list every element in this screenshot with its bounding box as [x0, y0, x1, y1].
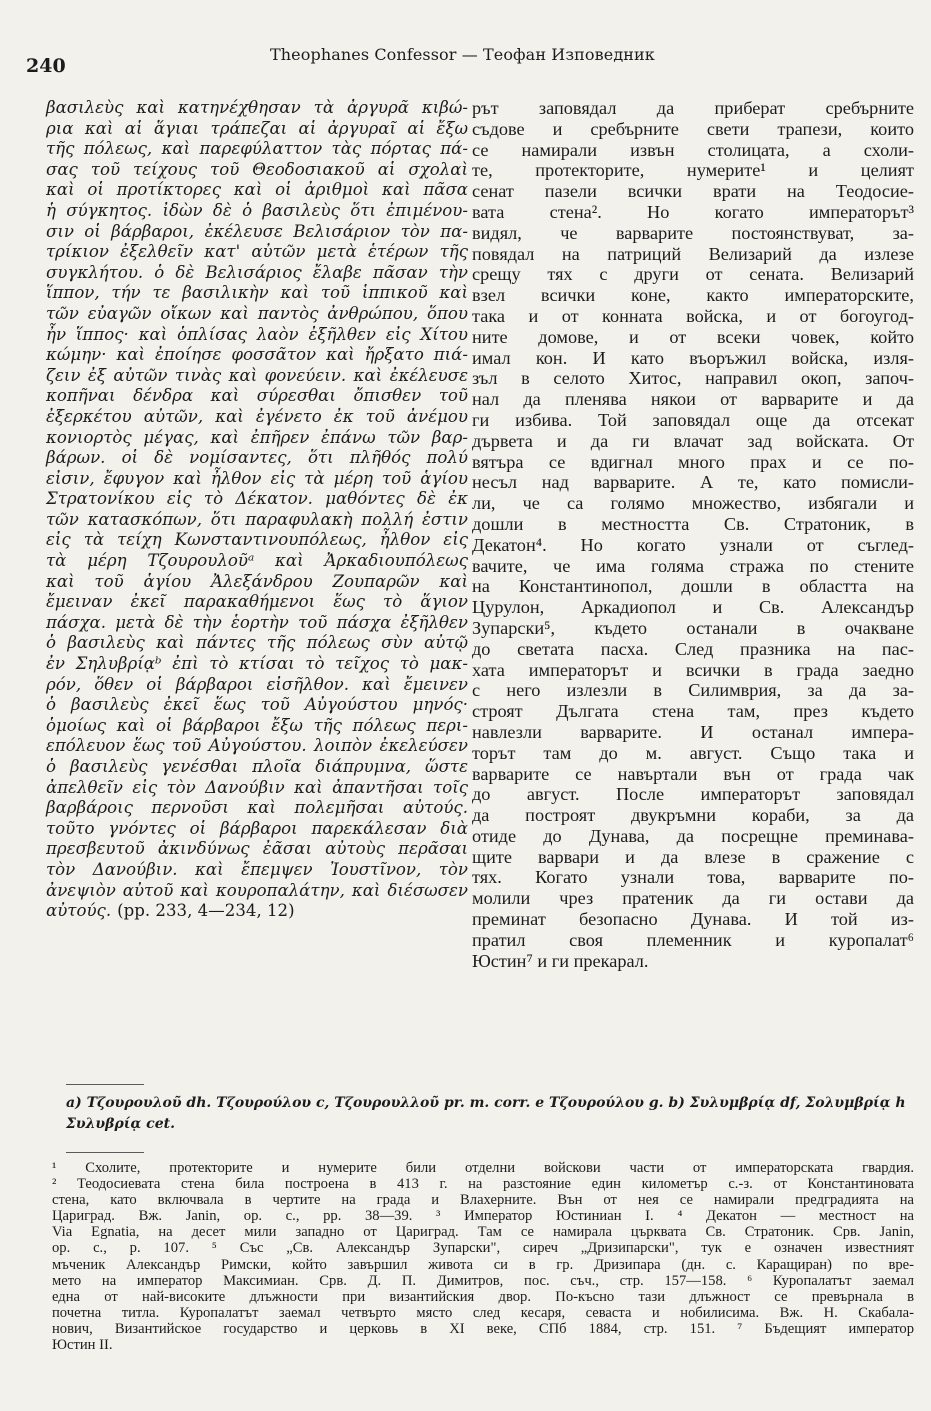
greek-text-line: ἀπελθεῖν εἰς τὸν Δανούβιν καὶ ἀπαντῆσαι τοῖς — [46, 777, 468, 797]
apparatus-line: a) Τζουρουλοῦ dh. Τζουρούλου c, Τζουρουλλοῦ pr. m. corr. e Τζουρούλου g. b) Συλυμβρίᾳ df, Σολυμβρίᾳ h — [66, 1095, 906, 1111]
greek-text-line: σας τοῦ τείχους τοῦ Θεοδοσιακοῦ αἱ σχολαὶ — [46, 159, 468, 179]
greek-text-line: ρόν, ὅθεν οἱ βάρβαροι εἰσῆλθον. καὶ ἔμεινεν — [46, 674, 468, 694]
translation-line: дошли в местността Св. Стратоник, в — [472, 513, 914, 534]
translation-line: на Константинопол, дошли в областта на — [472, 576, 914, 597]
greek-text-line: καὶ τοῦ ἁγίου Ἀλεξάνδρου Ζουπαρῶν καὶ — [46, 571, 468, 591]
translation-line: пратил своя племенник и куропалат⁶ — [472, 929, 914, 950]
critical-apparatus — [66, 1093, 912, 1134]
translation-line: навлезли варварите. И останал импера- — [472, 721, 914, 742]
translation-line: дървета и да ги влачат зад войската. От — [472, 430, 914, 451]
footnote-line: нович, Византийское государство и церковь в XI веке, СПб 1884, стр. 151. ⁷ Бъдещият император — [52, 1320, 914, 1337]
greek-text-line: συγκλήτου. ὁ δὲ Βελισάριος ἔλαβε πᾶσαν τὴν — [46, 262, 468, 282]
greek-text-line: ἀνεψιὸν αὐτοῦ καὶ κουροπαλάτην, καὶ διέσωσεν — [46, 880, 468, 900]
greek-text-line: βάρων. οἱ δὲ νομίσαντες, ὅτι πλῆθός πολύ — [46, 448, 468, 468]
translation-line: ли, че са голямо множество, избягали и — [472, 493, 914, 514]
translation-line: нал да пленява някои от варварите и да — [472, 389, 914, 410]
greek-text-column — [46, 98, 468, 922]
translation-line: срещу тях с други от сената. Велизарий — [472, 264, 914, 285]
greek-text-line: πάσχα. μετὰ δὲ τὴν ἑορτὴν τοῦ πάσχα ἐξῆλθεν — [46, 612, 468, 632]
greek-text-line: ἦν ἵππος· καὶ ὁπλίσας λαὸν ἐξῆλθεν εἰς Χίτου — [46, 324, 468, 344]
footnote-line: Via Egnatia, на десет мили западно от Цариград. Там се намирала църквата Св. Стратоник. Срв. Janin, — [52, 1224, 914, 1241]
greek-text-line: αὐτούς. — [46, 901, 112, 921]
greek-text-line: ἔμειναν ἐκεῖ παρακαθήμενοι ἕως τὸ ἅγιον — [46, 592, 468, 612]
greek-text-line: ἐξερκέτου αὐτῶν, καὶ ἐγένετο ἐκ τοῦ ἀνέμου — [46, 406, 468, 426]
source-reference: (pp. 233, 4—234, 12) — [117, 901, 295, 921]
translation-line: вятъра се вдигнал много прах и се по- — [472, 451, 914, 472]
translation-line: варварите се навъртали вън от града чак — [472, 763, 914, 784]
greek-text-line: ἐν Σηλυβρίᾳᵇ ἐπὶ τὸ κτίσαι τὸ τεῖχος τὸ μακ- — [46, 654, 468, 674]
greek-text-line: βαρβάροις περνοῦσι καὶ πολεμῆσαι αὐτούς. — [46, 798, 468, 818]
translation-line: торът там до м. август. Също така и — [472, 742, 914, 763]
footnote-line: ¹ Схолите, протекторите и нумерите били отделни войскови части от императорската гвардия. — [52, 1160, 914, 1176]
footnote-line: стена, като включвала в чертите на града и Влахерните. Вън от нея се намирали предградията на — [52, 1192, 914, 1209]
translation-line: Цурулон, Аркадиопол и Св. Александър — [472, 597, 914, 618]
translation-line: хата императорът и всички в града заедно — [472, 659, 914, 680]
page-number: 240 — [26, 55, 66, 77]
translation-line: до август. После императорът заповядал — [472, 784, 914, 805]
greek-text-line: εἰσιν, ἔφυγον καὶ ἦλθον εἰς τὰ μέρη τοῦ ἁγίου — [46, 468, 468, 488]
translation-line: щите варвари и да влезе в сражение с — [472, 846, 914, 867]
greek-text-line: κονιορτὸς μέγας, καὶ ἐπῆρεν ἐπάνω τῶν βαρ- — [46, 427, 468, 447]
greek-text-line: ρια καὶ αἱ ἅγιαι τράπεζαι αἱ ἀργυραῖ αἱ ἔξω — [46, 118, 468, 138]
footnote-line: Цариград. Вж. Janin, op. c., pp. 38—39. ³ Император Юстиниан I. ⁴ Декатон — местност на — [52, 1208, 914, 1225]
translation-line: молили чрез пратеник да ги остави да — [472, 888, 914, 909]
greek-text-line: εἰς τὰ τείχη Κωνσταντινουπόλεως, ἦλθον εἰς — [46, 530, 468, 550]
greek-text-line: κοπῆναι δένδρα καὶ σύρεσθαι ὄπισθεν τοῦ — [46, 386, 468, 406]
page-header — [0, 0, 931, 90]
greek-text-line: σιν οἱ βάρβαροι, ἐκέλευσε Βελισάριον τὸν πα- — [46, 221, 468, 241]
translation-line: така и от конната войска, и от богоугод- — [472, 305, 914, 326]
bulgarian-translation-column — [472, 98, 914, 971]
footnote-line: Юстин II. — [52, 1337, 113, 1354]
greek-text-line: τὸν Δανούβιν. καὶ ἔπεμψεν Ἰουστῖνον, τὸν — [46, 859, 468, 879]
greek-text-line: επόλευον ἕως τοῦ Αὐγούστου. λοιπὸν ἐκελεύσεν — [46, 736, 468, 756]
greek-text-line: ὁμοίως καὶ οἱ βάρβαροι ἔξω τῆς πόλεως περι- — [46, 715, 468, 735]
greek-text-line: καὶ οἱ προτίκτορες καὶ οἱ ἀριθμοὶ καὶ πᾶσα — [46, 180, 468, 200]
translation-line: до светата пасха. След празника на пас- — [472, 638, 914, 659]
greek-text-line: τρίκιον ἐξελθεῖν κατ' αὐτῶν μετὰ ἑτέρων τῆς — [46, 242, 468, 262]
greek-text-line: βασιλεὺς καὶ κατηνέχθησαν τὰ ἀργυρᾶ κιβώ- — [46, 98, 468, 117]
translation-line: вата стена². Но когато императорът³ — [472, 201, 914, 222]
apparatus-line: Συλυβρίᾳ cet. — [66, 1115, 175, 1132]
greek-text-line: τὰ μέρη Τζουρουλοῦᵃ καὶ Ἀρκαδιουπόλεως — [46, 551, 468, 571]
greek-text-line: ὁ βασιλεὺς γενέσθαι πλοῖα διάπρυμνα, ὥστε — [46, 757, 468, 776]
translation-line: се намирали извън столицата, а схоли- — [472, 139, 914, 160]
footnote-line: мето на император Максимиан. Срв. Д. П. Димитров, пос. съч., стр. 157—158. ⁶ Куропалатът заемал — [52, 1272, 914, 1289]
running-title: Theophanes Confessor — Теофан Изповедник — [270, 45, 655, 64]
translation-line: несъл над варварите. А те, като помисли- — [472, 472, 914, 493]
translation-line: ните домове, и от всеки човек, който — [472, 326, 914, 347]
greek-text-line: ἡ σύγκητος. ἰδὼν δὲ ὁ βασιλεὺς ὅτι ἐπιμένου- — [46, 200, 468, 220]
translation-line: съдове и сребърните свети трапези, които — [472, 118, 914, 139]
greek-text-line: ὁ βασιλεὺς καὶ πάντες τῆς πόλεως σὺν αὐτῷ — [46, 633, 468, 653]
translation-line: имал кон. И като въоръжил войска, изля- — [472, 347, 914, 368]
translation-line: вачите, че има голяма стража по стените — [472, 555, 914, 576]
greek-text-line: ὁ βασιλεὺς ἐκεῖ ἕως τοῦ Αὐγούστου μηνός· — [46, 695, 468, 715]
footnote-line: почетна титла. Куропалатът заемал четвърто място след кесаря, севаста и нобилисима. Вж. Н. Скабала- — [52, 1304, 914, 1321]
greek-text-line: τῶν κατασκόπων, ὅτι παραφυλακὴ πολλή ἐστιν — [46, 509, 468, 529]
footnote-line: мъченик Александър Римски, който завършил живота си в гр. Дризипара (дн. с. Каращиран) по вре- — [52, 1256, 914, 1273]
greek-text-line: Στρατονίκου εἰς τὸ Δέκατον. μαθόντες δὲ ἐκ — [46, 489, 468, 509]
translation-line: тях. Когато узнали това, варварите по- — [472, 867, 914, 888]
translation-line: Декатон⁴. Но когато узнали от съглед- — [472, 534, 914, 555]
translation-line: да построят двукръмни кораби, за да — [472, 805, 914, 826]
greek-text-line: ἵππον, τήν τε βασιλικὴν καὶ τοῦ ἱππικοῦ καὶ — [46, 283, 468, 303]
footnote-line: една от най-високите длъжности при византийския двор. По-късно тази длъжност се превърнала в — [52, 1288, 914, 1305]
greek-text-line: τῶν εὐαγῶν οἴκων καὶ παντὸς ἀνθρώπου, ὅπου — [46, 303, 468, 323]
translation-line: повядал на патриций Велизарий да излезе — [472, 243, 914, 264]
translation-line: преминат безопасно Дунава. И той из- — [472, 909, 914, 930]
translation-line: те, протекторите, нумерите¹ и целият — [472, 160, 914, 181]
footnotes — [52, 1160, 914, 1353]
apparatus-divider — [66, 1084, 144, 1085]
translation-line: отиде до Дунава, да посрещне преминава- — [472, 825, 914, 846]
translation-line: взел всички коне, както императорските, — [472, 285, 914, 306]
greek-text-line: ζειν ἐξ αὐτῶν τινὰς καὶ φονεύειν. καὶ ἐκέλευσε — [46, 365, 468, 385]
translation-line: видял, че варварите постоянствуват, за- — [472, 222, 914, 243]
greek-text-line: πρεσβευτοῦ ἀκινδύνως ἐᾶσαι αὐτοὺς περᾶσαι — [46, 839, 468, 859]
translation-line: ги избива. Той заповядал още да отсекат — [472, 409, 914, 430]
translation-line: рът заповядал да приберат сребърните — [472, 98, 914, 118]
greek-text-line: τοῦτο γνόντες οἱ βάρβαροι παρεκάλεσαν διὰ — [46, 818, 468, 838]
translation-line: с него излезли в Силимврия, за да за- — [472, 680, 914, 701]
footnote-line: ² Теодосиевата стена била построена в 413 г. на разстояние един километър с.-з. от Константиновата — [52, 1176, 914, 1193]
greek-text-line: τῆς πόλεως, καὶ παρεφύλαττον τὰς πόρτας πά- — [46, 139, 468, 159]
translation-line: Юстин⁷ и ги прекарал. — [472, 950, 649, 971]
translation-line: Зупарски⁵, където останали в очакване — [472, 617, 914, 638]
footnotes-divider — [66, 1152, 144, 1153]
translation-line: сенат пазели всички врати на Теодосие- — [472, 181, 914, 202]
translation-line: зъл в селото Хитос, направил окоп, започ- — [472, 368, 914, 389]
greek-last-line-with-reference — [46, 901, 468, 922]
translation-line: строят Дългата стена там, през където — [472, 701, 914, 722]
footnote-line: op. c., p. 107. ⁵ Със „Св. Александър Зупарски", сиреч „Дризипарски", тук е означен известният — [52, 1240, 914, 1257]
greek-text-line: κώμην· καὶ ἐποίησε φοσσᾶτον καὶ ἤρξατο πιά- — [46, 345, 468, 365]
